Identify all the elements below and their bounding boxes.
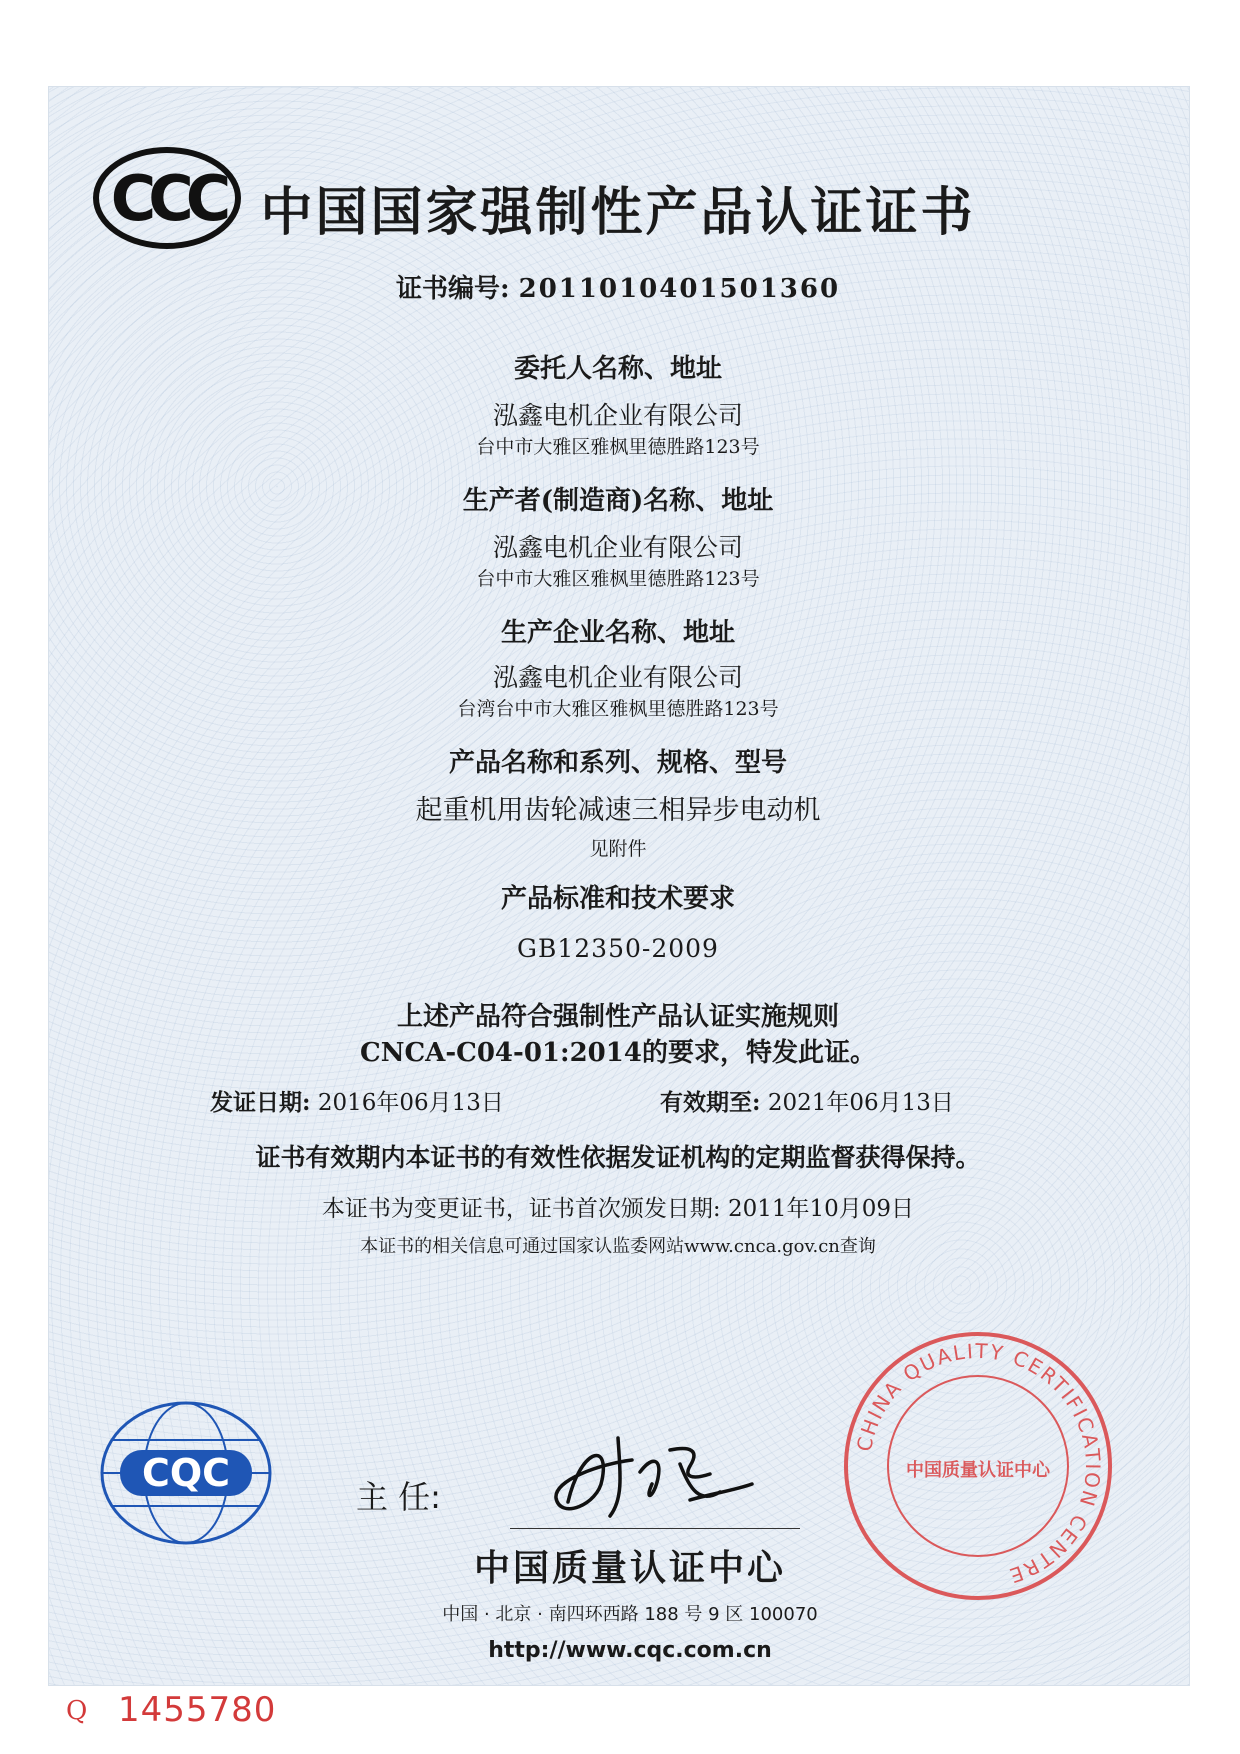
certificate-title: 中国国家强制性产品认证证书 bbox=[260, 183, 976, 243]
official-seal bbox=[842, 1330, 1114, 1602]
conformity-line-1: 上述产品符合强制性产品认证实施规则 bbox=[396, 1002, 839, 1032]
svg-text:中国质量认证中心: 中国质量认证中心 bbox=[906, 1460, 1050, 1481]
manufacturer-address: 台中市大雅区雅枫里德胜路123号 bbox=[476, 568, 760, 590]
svg-text:CQC: CQC bbox=[141, 1451, 231, 1495]
manufacturer-heading: 生产者(制造商)名称、地址 bbox=[462, 486, 774, 516]
certificate-number-label: 证书编号: bbox=[395, 274, 510, 304]
svg-text:CHINA QUALITY CERTIFICATION CE: CHINA QUALITY CERTIFICATION CENTRE bbox=[851, 1338, 1106, 1589]
product-heading: 产品名称和系列、规格、型号 bbox=[448, 748, 787, 778]
standard-heading: 产品标准和技术要求 bbox=[500, 884, 735, 914]
issue-date-label: 发证日期: bbox=[210, 1089, 311, 1116]
cqc-logo bbox=[96, 1398, 276, 1548]
serial-number: 1455780 bbox=[118, 1690, 277, 1730]
signature-line bbox=[510, 1528, 800, 1529]
issue-date bbox=[210, 1084, 504, 1117]
entrust-heading: 委托人名称、地址 bbox=[513, 354, 722, 384]
certificate-number bbox=[48, 268, 1188, 305]
validity-note: 证书有效期内本证书的有效性依据发证机构的定期监督获得保持。 bbox=[255, 1143, 981, 1172]
change-note: 本证书为变更证书，证书首次颁发日期: 2011年10月09日 bbox=[321, 1196, 915, 1222]
issuer-address: 中国 · 北京 · 南四环西路 188 号 9 区 100070 bbox=[442, 1604, 818, 1625]
factory-heading: 生产企业名称、地址 bbox=[500, 618, 735, 648]
issue-date-value: 2016年06月13日 bbox=[317, 1090, 504, 1116]
valid-until-value: 2021年06月13日 bbox=[767, 1090, 954, 1116]
product-name: 起重机用齿轮减速三相异步电动机 bbox=[415, 795, 821, 826]
signature bbox=[540, 1420, 770, 1530]
issuer-url: http://www.cqc.com.cn bbox=[488, 1638, 772, 1663]
issuer-name: 中国质量认证中心 bbox=[473, 1548, 786, 1589]
conformity-line-2: CNCA-C04-01:2014的要求，特发此证。 bbox=[360, 1038, 876, 1068]
standard-value: GB12350-2009 bbox=[517, 934, 719, 963]
query-note: 本证书的相关信息可通过国家认监委网站www.cnca.gov.cn查询 bbox=[360, 1236, 876, 1257]
factory-address: 台湾台中市大雅区雅枫里德胜路123号 bbox=[457, 698, 779, 720]
director-label: 主 任: bbox=[356, 1478, 441, 1516]
factory-name: 泓鑫电机企业有限公司 bbox=[492, 663, 743, 692]
certificate-number-value: 2011010401501360 bbox=[518, 274, 841, 304]
valid-until-label: 有效期至: bbox=[660, 1089, 761, 1116]
entrust-address: 台中市大雅区雅枫里德胜路123号 bbox=[476, 436, 760, 458]
product-note: 见附件 bbox=[589, 838, 647, 860]
serial-prefix: Q bbox=[66, 1696, 88, 1726]
manufacturer-name: 泓鑫电机企业有限公司 bbox=[492, 533, 743, 562]
svg-text:CCC: CCC bbox=[110, 162, 224, 235]
entrust-name: 泓鑫电机企业有限公司 bbox=[492, 401, 743, 430]
valid-until bbox=[660, 1084, 954, 1117]
